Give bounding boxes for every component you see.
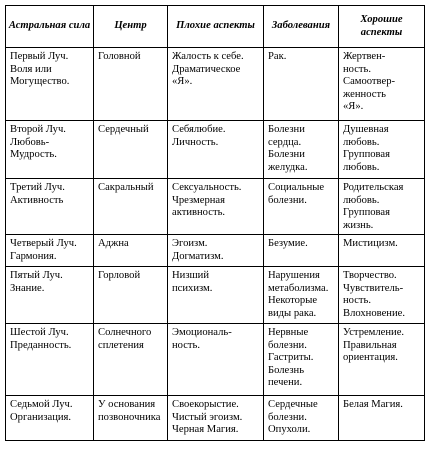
disease-cell: Социальные болезни. [264,179,339,235]
center-cell: Сердечный [94,121,168,179]
ray-cell: Пятый Луч. Знание. [6,267,94,324]
header-center: Центр [94,6,168,48]
center-cell: Сакральный [94,179,168,235]
table-row [6,121,425,179]
bad-aspects-cell: Низший психизм. [168,267,264,324]
bad-aspects-cell: Сексуальность. Чрезмерная активность. [168,179,264,235]
table-row [6,48,425,121]
table-row [6,324,425,396]
ray-cell: Шестой Луч. Преданность. [6,324,94,396]
table-row [6,179,425,235]
header-diseases: Заболевания [264,6,339,48]
bad-aspects-cell: Эгоизм. Догматизм. [168,235,264,267]
center-cell: Солнечного сплетения [94,324,168,396]
bad-aspects-cell: Эмоциональ- ность. [168,324,264,396]
good-aspects-cell: Белая Магия. [339,396,425,441]
ray-cell: Второй Луч. Любовь- Мудрость. [6,121,94,179]
disease-cell: Сердечные болезни. Опухоли. [264,396,339,441]
good-aspects-cell: Родительская любовь. Групповая жизнь. [339,179,425,235]
table-row [6,267,425,324]
header-good-aspects: Хорошие аспекты [339,6,425,48]
header-row [6,6,425,48]
center-cell: Аджна [94,235,168,267]
header-bad-aspects: Плохие аспекты [168,6,264,48]
good-aspects-cell: Творчество. Чувствитель- ность. Влохновение. [339,267,425,324]
table-row [6,235,425,267]
disease-cell: Рак. [264,48,339,121]
disease-cell: Нарушения метаболизма. Некоторые виды рака. [264,267,339,324]
center-cell: Головной [94,48,168,121]
ray-cell: Четверый Луч. Гармония. [6,235,94,267]
bad-aspects-cell: Жалость к себе. Драматическое «Я». [168,48,264,121]
disease-cell: Нервные болезни. Гастриты. Болезнь печени. [264,324,339,396]
table-row [6,396,425,441]
disease-cell: Болезни сердца. Болезни желудка. [264,121,339,179]
center-cell: Горловой [94,267,168,324]
good-aspects-cell: Устремление. Правильная ориентация. [339,324,425,396]
disease-cell: Безумие. [264,235,339,267]
bad-aspects-cell: Себялюбие. Личность. [168,121,264,179]
rays-table [5,5,425,441]
center-cell: У основания позвоночника [94,396,168,441]
good-aspects-cell: Жертвен- ность. Самоотвер- женность «Я». [339,48,425,121]
good-aspects-cell: Душевная любовь. Групповая любовь. [339,121,425,179]
good-aspects-cell: Мистицизм. [339,235,425,267]
bad-aspects-cell: Своекорыстие. Чистый эгоизм. Черная Магия. [168,396,264,441]
ray-cell: Первый Луч. Воля или Могущество. [6,48,94,121]
header-astral-force: Астральная сила [6,6,94,48]
ray-cell: Третий Луч. Активность [6,179,94,235]
ray-cell: Седьмой Луч. Организация. [6,396,94,441]
